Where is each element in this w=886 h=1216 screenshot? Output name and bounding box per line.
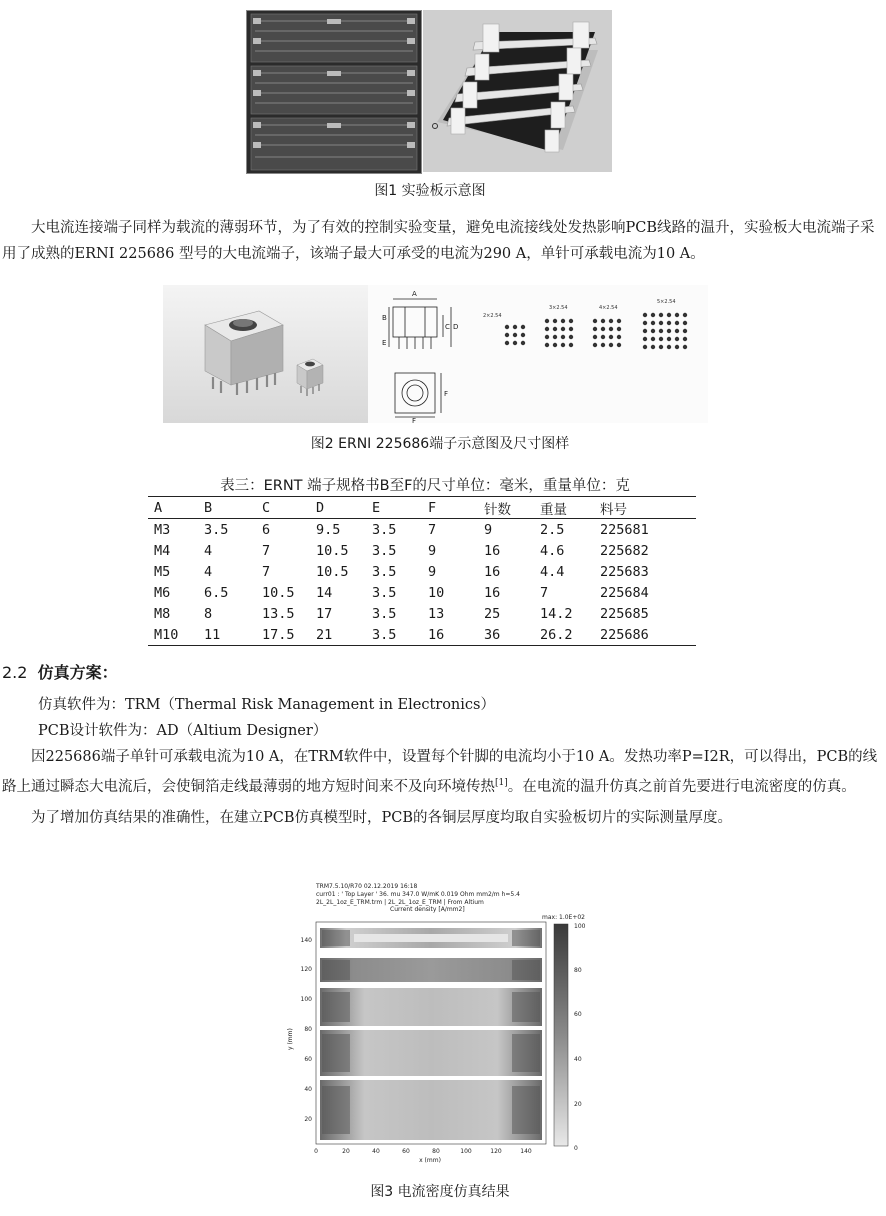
header-cell: 重量 [540, 501, 567, 518]
dim-label-b: B [382, 314, 387, 322]
table-cell: 3.5 [372, 626, 397, 643]
strip-3 [320, 988, 542, 1026]
pin-label-4x: 4×2.54 [599, 305, 618, 311]
plot-header-2: curr01 : ' Top Layer ' 36. mu 347.0 W/mK 0.019 Ohm mm2/m h=5.4 [316, 891, 520, 898]
header-cell: C [262, 499, 271, 516]
table-cell: 14 [316, 584, 333, 601]
x-tick-0: 0 [314, 1148, 318, 1155]
table-row [148, 624, 696, 646]
table-cell: 3.5 [372, 563, 397, 580]
header-cell: 料号 [600, 501, 627, 518]
table-cell: 7 [428, 521, 437, 538]
table-cell: 21 [316, 626, 333, 643]
table-cell: 3.5 [372, 542, 397, 559]
table-cell: 14.2 [540, 605, 573, 622]
section-heading [2, 660, 118, 683]
colorbar-tick-80: 80 [574, 967, 582, 974]
table-cell: 10.5 [262, 584, 295, 601]
table-cell: 3.5 [372, 521, 397, 538]
plot-header-1: TRM7.5.10/R70 02.12.2019 16:18 [316, 883, 418, 890]
header-cell: D [316, 499, 325, 516]
table-cell: 17.5 [262, 626, 295, 643]
table-cell: 13 [428, 605, 445, 622]
dim-label-e: E [382, 339, 387, 347]
paragraph-2 [2, 744, 880, 800]
table-row [148, 603, 696, 624]
header-cell: A [154, 499, 163, 516]
y-tick-120: 120 [300, 966, 312, 973]
table-cell: 9 [428, 563, 437, 580]
dim-label-f1: F [412, 417, 417, 423]
figure3-caption: 图3 电流密度仿真结果 [370, 1184, 510, 1200]
table-cell: 4 [204, 542, 213, 559]
section-number: 2.2 [2, 663, 28, 682]
table-cell: 225685 [600, 605, 649, 622]
figure1-right-image [423, 10, 612, 172]
colorbar [554, 924, 568, 1146]
table-cell: 2.5 [540, 521, 565, 538]
dim-label-c: C [445, 323, 450, 331]
table-cell: 16 [484, 542, 501, 559]
table-cell: 17 [316, 605, 333, 622]
strip-2 [320, 958, 542, 982]
table-cell: 10 [428, 584, 445, 601]
x-tick-20: 20 [342, 1148, 350, 1155]
plot-header-3: 2L_2L_1oz_E_TRM.trm | 2L_2L_1oz_E_TRM | From Altium [316, 899, 484, 906]
table-row [148, 582, 696, 603]
strip-5 [320, 1080, 542, 1140]
pin-label-2x: 2×2.54 [483, 313, 502, 319]
colorbar-tick-0: 0 [574, 1145, 578, 1152]
table-cell: 4.6 [540, 542, 565, 559]
figure3-plot [280, 880, 610, 1176]
table-cell: 4 [204, 563, 213, 580]
table-cell: 10.5 [316, 563, 349, 580]
table3-header-row [148, 497, 696, 519]
table-cell: 25 [484, 605, 501, 622]
table-cell: 7 [262, 563, 271, 580]
citation-ref[interactable]: [1] [495, 778, 508, 788]
y-tick-140: 140 [300, 937, 312, 944]
software-line-2: PCB设计软件为：AD（Altium Designer） [38, 723, 328, 739]
dim-label-d: D [453, 323, 459, 331]
table-cell: 3.5 [204, 521, 229, 538]
header-cell: E [372, 499, 381, 516]
table-cell: 16 [484, 584, 501, 601]
strip-4 [320, 1030, 542, 1076]
table-cell: M8 [154, 605, 171, 622]
table-cell: 9 [484, 521, 493, 538]
y-tick-40: 40 [304, 1086, 312, 1093]
x-tick-80: 80 [432, 1148, 440, 1155]
table-cell: 6.5 [204, 584, 229, 601]
table-cell: 3.5 [372, 605, 397, 622]
colorbar-tick-60: 60 [574, 1011, 582, 1018]
table3-title: 表三：ERNT 端子规格书B至F的尺寸单位：毫米，重量单位：克 [220, 478, 630, 494]
table-cell: 7 [540, 584, 549, 601]
table-cell: 10.5 [316, 542, 349, 559]
colorbar-tick-20: 20 [574, 1101, 582, 1108]
x-axis-label: x (mm) [419, 1157, 441, 1164]
dim-label-f2: F [444, 390, 449, 398]
table-row [148, 540, 696, 561]
x-tick-60: 60 [402, 1148, 410, 1155]
section-title: 仿真方案： [37, 663, 118, 682]
table-cell: 225684 [600, 584, 649, 601]
table-cell: 4.4 [540, 563, 565, 580]
table-cell: 225682 [600, 542, 649, 559]
table-cell: 26.2 [540, 626, 573, 643]
paragraph-2-text-b: 。在电流的温升仿真之前首先要进行电流密度的仿真。 [507, 778, 856, 795]
paragraph-1: 大电流连接端子同样为载流的薄弱环节，为了有效的控制实验变量，避免电流接线处发热影响PCB线路的温升，实验板大电流端子采用了成熟的ERNI 225686 型号的大电流端子，该端子最大可承受的电流为290 A，单针可承载电流为10 A。 [2, 220, 875, 262]
figure1-left-image [246, 10, 422, 174]
table-cell: 8 [204, 605, 213, 622]
x-tick-100: 100 [460, 1148, 472, 1155]
colorbar-tick-40: 40 [574, 1056, 582, 1063]
table-cell: 225683 [600, 563, 649, 580]
paragraph-2-text-a: 因225686端子单针可承载电流为10 A，在TRM软件中，设置每个针脚的电流均小于10 A。发热功率P=I2R，可以得出，PCB的线路上通过瞬态大电流后，会使铜箔走线最薄弱的地方短时间来不及向环境传热 [2, 749, 878, 795]
colorbar-tick-100: 100 [574, 923, 586, 930]
table-cell: 7 [262, 542, 271, 559]
table-cell: 16 [484, 563, 501, 580]
table3 [148, 496, 696, 646]
header-cell: 针数 [484, 501, 511, 518]
pin-label-5x: 5×2.54 [657, 299, 676, 305]
table-row [148, 519, 696, 541]
table-cell: 225681 [600, 521, 649, 538]
y-tick-100: 100 [300, 996, 312, 1003]
table-cell: 6 [262, 521, 271, 538]
header-cell: F [428, 499, 437, 516]
y-tick-20: 20 [304, 1116, 312, 1123]
table-cell: 9.5 [316, 521, 341, 538]
x-tick-40: 40 [372, 1148, 380, 1155]
x-tick-140: 140 [520, 1148, 532, 1155]
table-cell: M5 [154, 563, 171, 580]
table-row [148, 561, 696, 582]
table-cell: 225686 [600, 626, 649, 643]
table-cell: M10 [154, 626, 179, 643]
table-cell: 13.5 [262, 605, 295, 622]
figure2-caption: 图2 ERNI 225686端子示意图及尺寸图样 [310, 436, 570, 452]
paragraph-3: 为了增加仿真结果的准确性，在建立PCB仿真模型时，PCB的各铜层厚度均取自实验板切片的实际测量厚度。 [31, 810, 733, 826]
header-cell: B [204, 499, 213, 516]
figure2-image [163, 285, 708, 423]
figure1-caption: 图1 实验板示意图 [374, 183, 486, 199]
colorbar-max-label: max: 1.0E+02 [542, 914, 585, 921]
y-axis-label: y (mm) [287, 1028, 294, 1050]
table-cell: 9 [428, 542, 437, 559]
table-cell: M6 [154, 584, 171, 601]
y-tick-80: 80 [304, 1026, 312, 1033]
table-cell: 3.5 [372, 584, 397, 601]
software-line-1: 仿真软件为：TRM（Thermal Risk Management in Electronics） [38, 697, 495, 713]
table-cell: M4 [154, 542, 171, 559]
dim-label-a: A [412, 290, 417, 298]
x-tick-120: 120 [490, 1148, 502, 1155]
pin-label-3x: 3×2.54 [549, 305, 568, 311]
table-cell: 36 [484, 626, 501, 643]
table-cell: 11 [204, 626, 221, 643]
table-cell: M3 [154, 521, 171, 538]
table-cell: 16 [428, 626, 445, 643]
y-tick-60: 60 [304, 1056, 312, 1063]
plot-title: Current density [A/mm2] [390, 906, 465, 913]
